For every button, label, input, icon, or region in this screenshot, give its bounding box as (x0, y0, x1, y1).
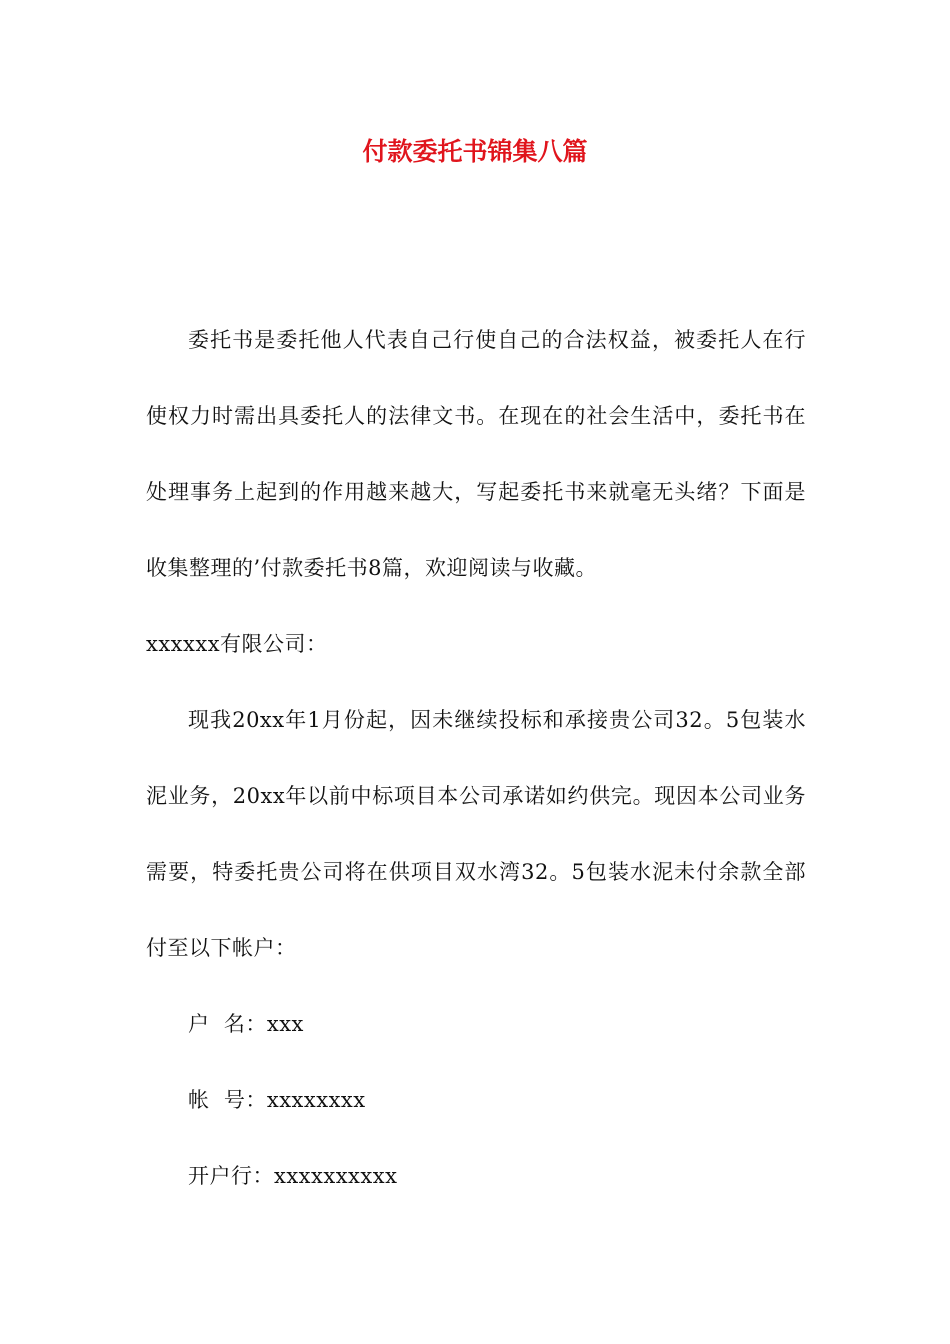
document-title: 付款委托书锦集八篇 (362, 137, 588, 166)
bank-line (146, 1138, 806, 1214)
account-name-label: 户 名： (188, 1012, 267, 1036)
bank-value: xxxxxxxxxx (274, 1164, 398, 1188)
account-number-value: xxxxxxxx (266, 1088, 366, 1112)
document-body (146, 302, 806, 1214)
salutation: xxxxxx有限公司： (146, 632, 328, 656)
account-name-line (146, 986, 806, 1062)
account-number-line (146, 1062, 806, 1138)
account-number-label: 帐 号： (188, 1088, 267, 1112)
account-name-value: xxx (266, 1012, 304, 1036)
bank-label: 开户行： (188, 1164, 274, 1188)
request-paragraph: 现我20xx年1月份起，因未继续投标和承接贵公司32。5包装水泥业务，20xx年以前中标项目本公司承诺如约供完。现因本公司业务需要，特委托贵公司将在供项目双水湾32。5包装水泥未付余款全部付至以下帐户： (146, 708, 806, 960)
intro-paragraph: 委托书是委托他人代表自己行使自己的合法权益，被委托人在行使权力时需出具委托人的法律文书。在现在的社会生活中，委托书在处理事务上起到的作用越来越大，写起委托书来就毫无头绪？下面是收集整理的’付款委托书8篇，欢迎阅读与收藏。 (146, 328, 806, 580)
